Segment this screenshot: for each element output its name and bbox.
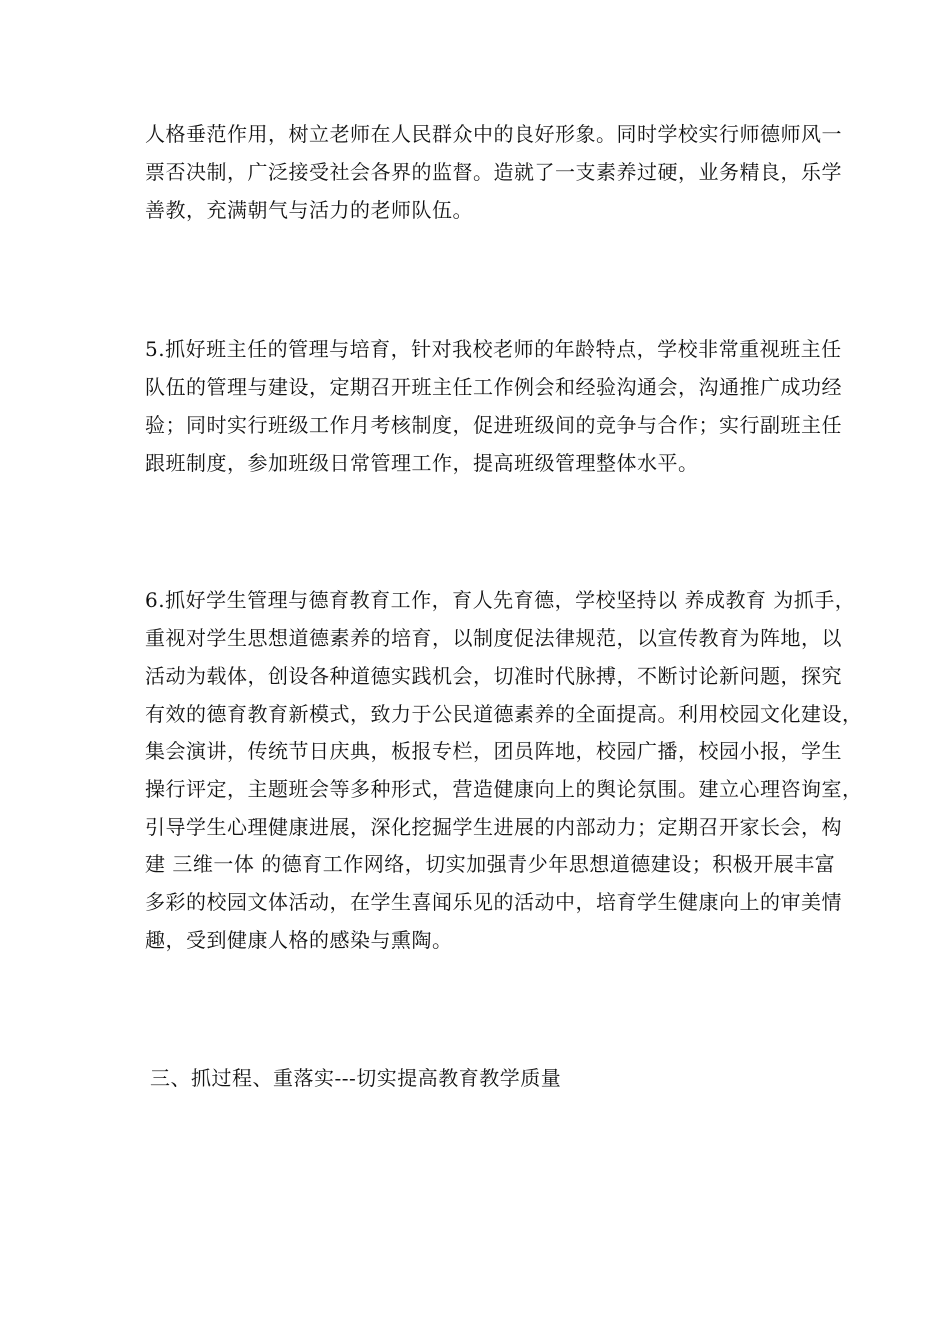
paragraph-5-line: 5.抓好班主任的管理与培育，针对我校老师的年龄特点，学校非常重视班主任	[145, 337, 842, 361]
paragraph-6-line: 6.抓好学生管理与德育教育工作，育人先育德，学校坚持以 养成教育 为抓手，	[145, 588, 856, 612]
paragraph-6-line: 多彩的校园文体活动，在学生喜闻乐见的活动中，培育学生健康向上的审美情	[145, 890, 842, 914]
paragraph-6-line: 重视对学生思想道德素养的培育，以制度促法律规范，以宣传教育为阵地，以	[145, 626, 842, 650]
paragraph-5-line: 队伍的管理与建设，定期召开班主任工作例会和经验沟通会，沟通推广成功经	[145, 375, 842, 399]
paragraph-5-line: 跟班制度，参加班级日常管理工作，提高班级管理整体水平。	[145, 451, 699, 475]
paragraph-6-line: 活动为载体，创设各种道德实践机会，切准时代脉搏，不断讨论新问题，探究	[145, 664, 842, 688]
paragraph-5-line: 验；同时实行班级工作月考核制度，促进班级间的竞争与合作；实行副班主任	[145, 413, 842, 437]
section-heading: 三、抓过程、重落实---切实提高教育教学质量	[150, 1066, 562, 1090]
paragraph-6-line: 建 三维一体 的德育工作网络，切实加强青少年思想道德建设；积极开展丰富	[145, 852, 836, 876]
paragraph-line: 人格垂范作用，树立老师在人民群众中的良好形象。同时学校实行师德师风一	[145, 122, 842, 146]
paragraph-6-line: 操行评定，主题班会等多种形式，营造健康向上的舆论氛围。建立心理咨询室，	[145, 777, 863, 801]
paragraph-line: 善教，充满朝气与活力的老师队伍。	[145, 198, 473, 222]
paragraph-6-line: 有效的德育教育新模式，致力于公民道德素养的全面提高。利用校园文化建设，	[145, 702, 863, 726]
paragraph-6-line: 引导学生心理健康进展，深化挖掘学生进展的内部动力；定期召开家长会，构	[145, 815, 842, 839]
paragraph-6-line: 趣，受到健康人格的感染与熏陶。	[145, 928, 453, 952]
paragraph-line: 票否决制，广泛接受社会各界的监督。造就了一支素养过硬，业务精良，乐学	[145, 160, 842, 184]
paragraph-6-line: 集会演讲，传统节日庆典，板报专栏，团员阵地，校园广播，校园小报，学生	[145, 739, 842, 763]
